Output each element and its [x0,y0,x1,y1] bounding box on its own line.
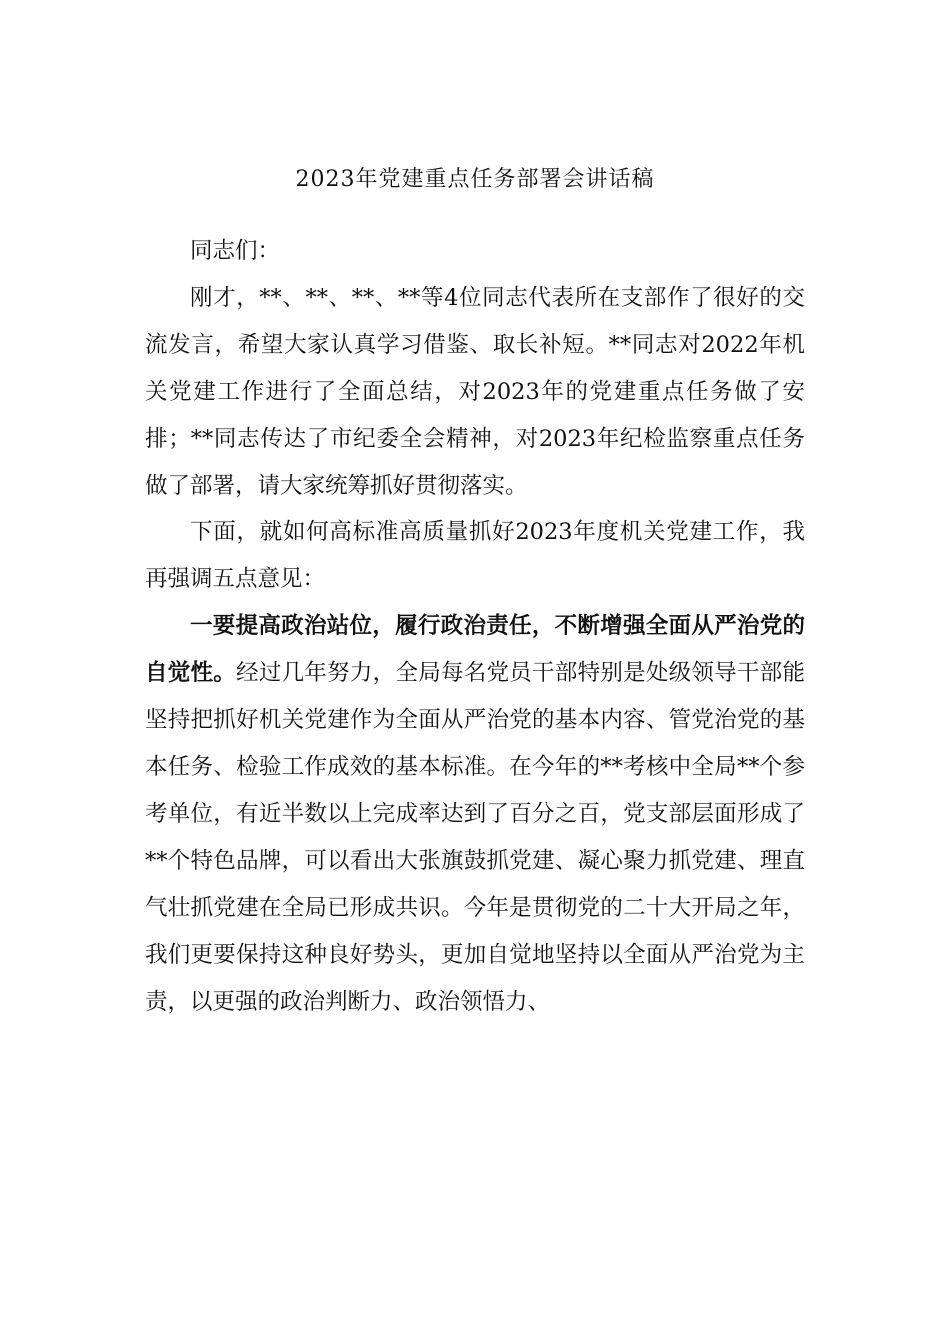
point-body: 经过几年努力，全局每名党员干部特别是处级领导干部能坚持把抓好机关党建作为全面从严治党的基本内容、管党治党的基本任务、检验工作成效的基本标准。在今年的**考核中全局**个参考单位，有近半数以上完成率达到了百分之百，党支部层面形成了**个特色品牌，可以看出大张旗鼓抓党建、凝心聚力抓党建、理直气壮抓党建在全局已形成共识。今年是贯彻党的二十大开局之年，我们更要保持这种良好势头，更加自觉地坚持以全面从严治党为主责，以更强的政治判断力、政治领悟力、 [145,660,805,1015]
paragraph: 下面，就如何高标准高质量抓好2023年度机关党建工作，我再强调五点意见： [145,519,805,593]
point-paragraph [145,603,805,1025]
point-heading: 一要提高政治站位，履行政治责任，不断增强全面从严治党的自觉性。 [145,613,805,687]
paragraph: 刚才，**、**、**、**等4位同志代表所在支部作了很好的交流发言，希望大家认真学习借鉴、取长补短。**同志对2022年机关党建工作进行了全面总结，对2023年的党建重点任务做了安排；**同志传达了市纪委全会精神，对2023年纪检监察重点任务做了部署，请大家统筹抓好贯彻落实。 [145,284,805,499]
document-body [145,228,805,1025]
salutation: 同志们： [190,238,281,264]
document-title: 2023年党建重点任务部署会讲话稿 [295,167,655,192]
